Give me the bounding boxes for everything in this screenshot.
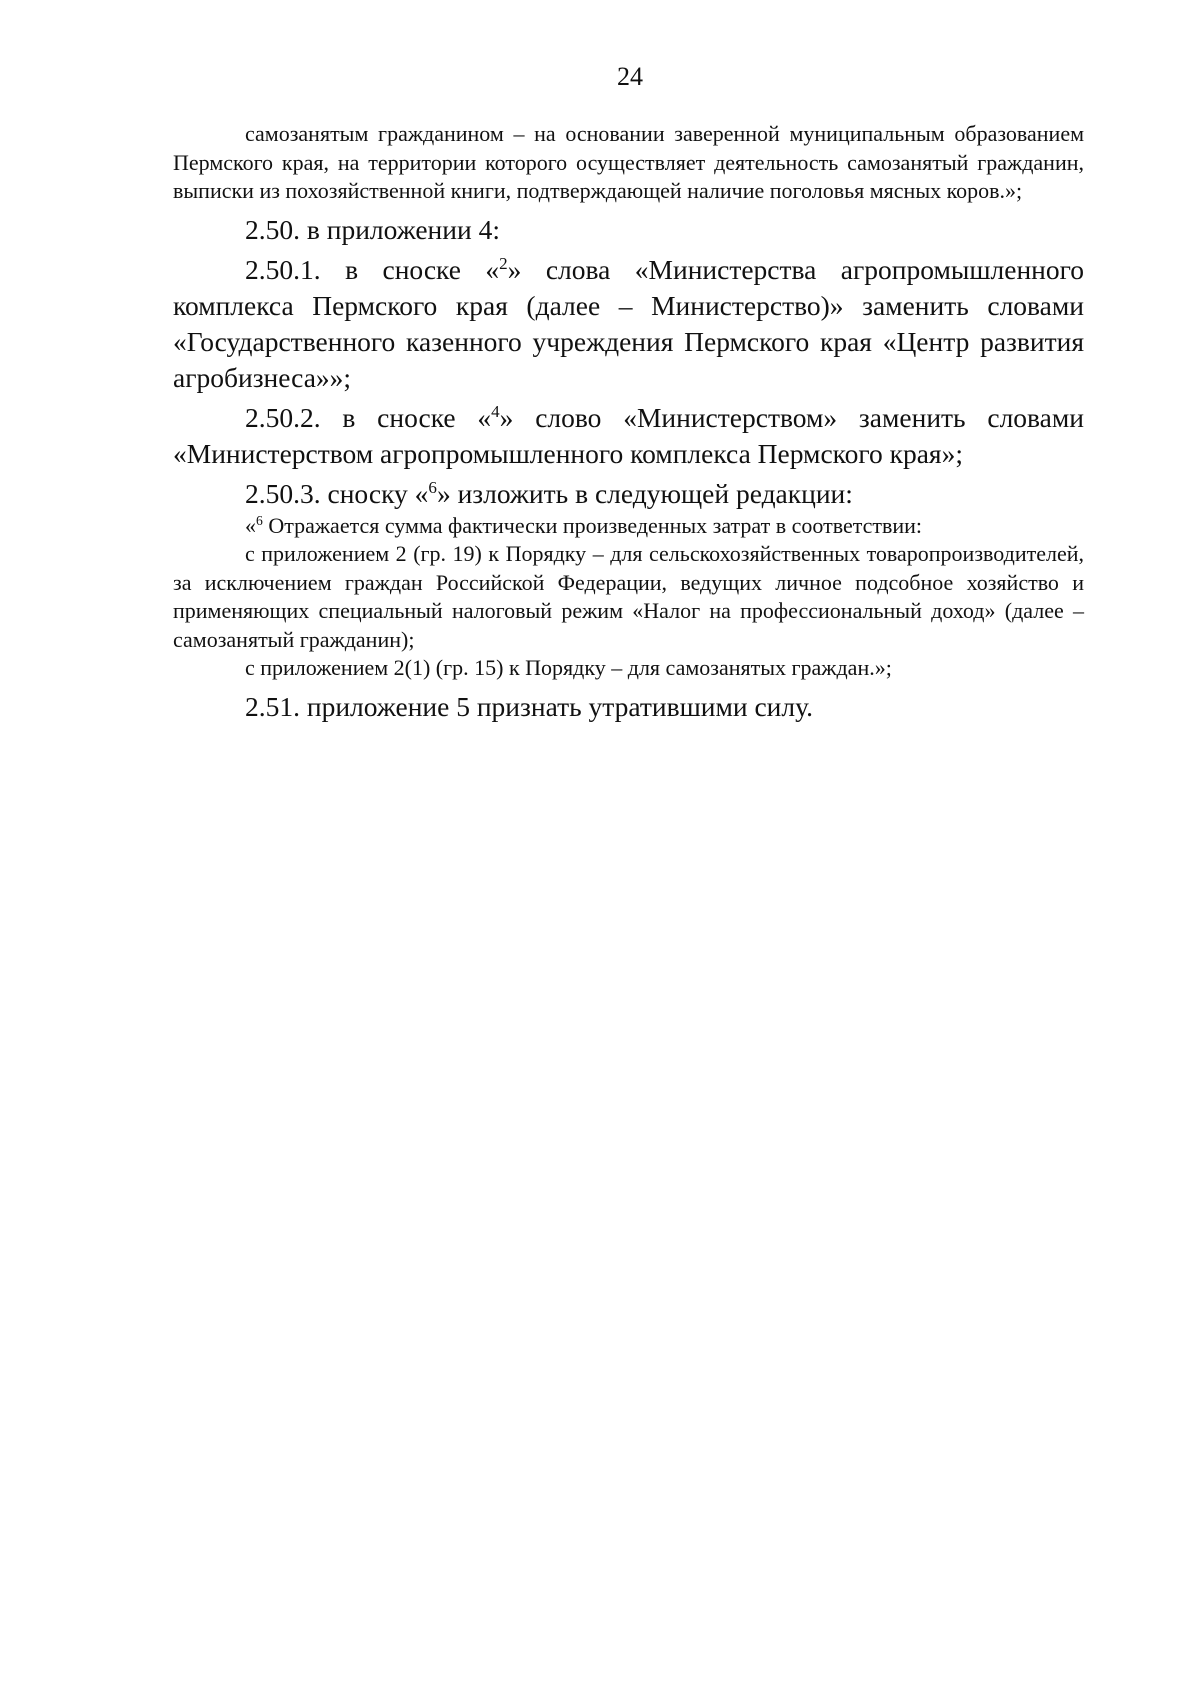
paragraph-2-51: 2.51. приложение 5 признать утратившими силу.: [245, 690, 813, 722]
footnote-6-item-appendix-2-1: с приложением 2(1) (гр. 15) к Порядку – для самозанятых граждан.»;: [245, 655, 892, 680]
paragraph-2-50-2: [173, 400, 1084, 472]
paragraph-2-50-1-start: 2.50.1. в сноске «: [245, 253, 500, 285]
footnote-6-item-appendix-2: с приложением 2 (гр. 19) к Порядку – для сельскохозяйственных товаропроизводителей, за исключением граждан Российской Федерации, ведущих личное подсобное хозяйство и применяющих специальный налоговый режим «Налог на профессиональный доход» (далее – самозанятый гражданин);: [173, 541, 1084, 652]
paragraph-2-50-3: [173, 476, 1084, 512]
document-body: [173, 120, 1084, 725]
footnote-ref-2: 2: [499, 254, 508, 274]
footnote-6-marker: 6: [256, 513, 263, 528]
page-number: 24: [617, 62, 643, 91]
paragraph-2-50-3-end: » изложить в следующей редакции:: [436, 477, 853, 509]
paragraph-2-50-1: [173, 252, 1084, 396]
footnote-6-text: [173, 512, 1084, 541]
paragraph-2-50-2-start: 2.50.2. в сноске «: [245, 401, 492, 433]
paragraph-2-50-3-start: 2.50.3. сноску «: [245, 477, 429, 509]
footnote-6-body: Отражается сумма фактически произведенных затрат в соответствии:: [262, 512, 923, 538]
paragraph-2-50: 2.50. в приложении 4:: [245, 213, 500, 245]
paragraph-self-employed-extract: самозанятым гражданином – на основании заверенной муниципальным образованием Пермского края, на территории которого осуществляет деятельность самозанятый гражданин, выписки из похозяйственной книги, подтверждающей наличие поголовья мясных коров.»;: [173, 121, 1084, 203]
paragraph-2-50-2-end: » слово «Министерством» заменить словами «Министерством агропромышленного комплекса Пермского края»;: [173, 401, 1084, 469]
paragraph-2-50-1-end: » слова «Министерства агропромышленного комплекса Пермского края (далее – Министерство)» заменить словами «Государственного казенного учреждения Пермского края «Центр развития агробизнеса»»;: [173, 253, 1084, 393]
footnote-ref-6: 6: [428, 478, 437, 498]
footnote-ref-4: 4: [491, 402, 500, 422]
footnote-6-open-quote: «: [245, 512, 256, 538]
